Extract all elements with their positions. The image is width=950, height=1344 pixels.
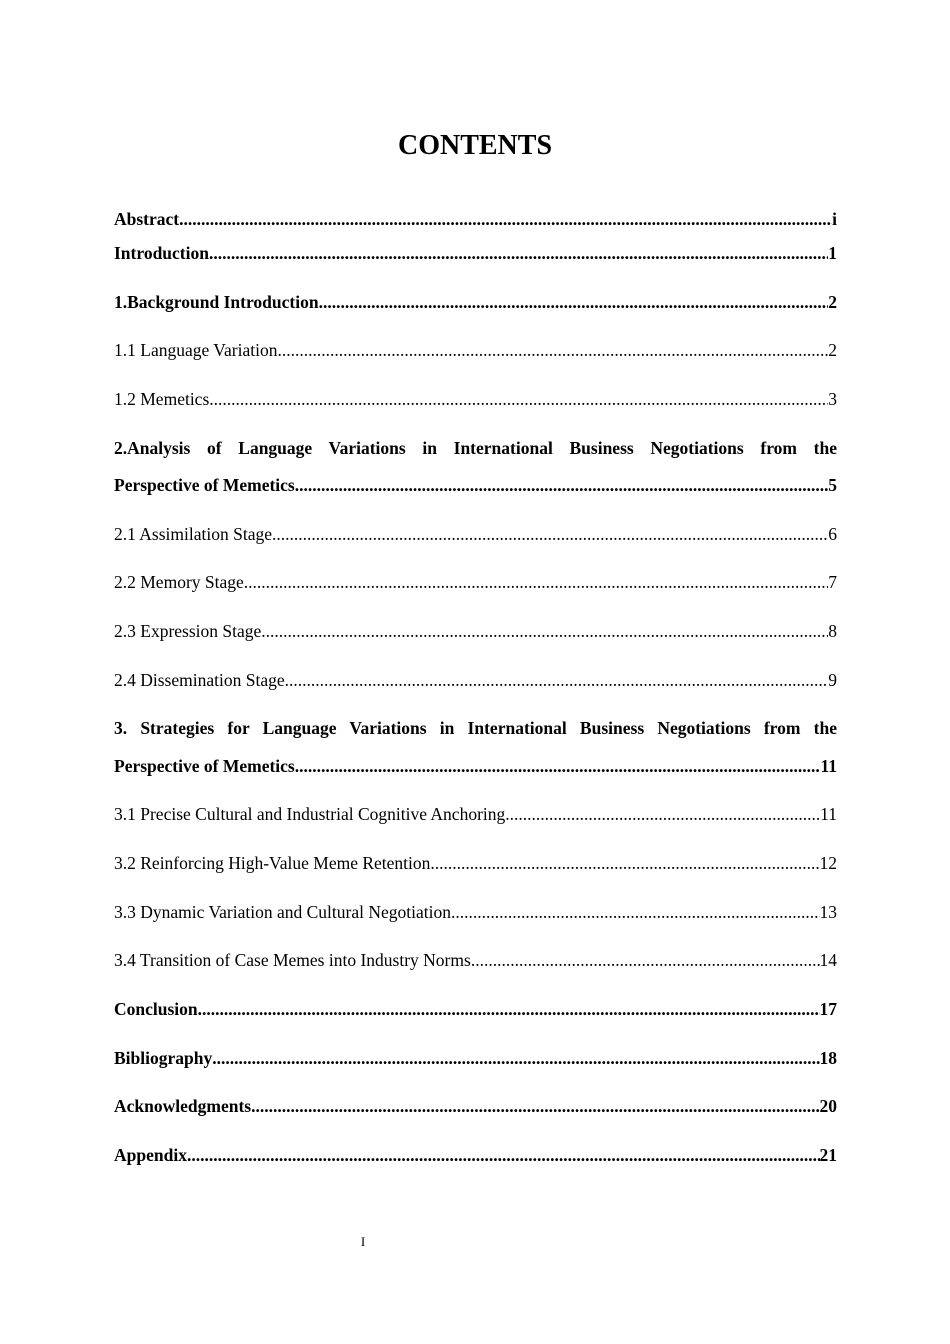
toc-dot-leader <box>319 290 829 314</box>
toc-entry-acknowledgments[interactable] <box>114 1094 837 1118</box>
toc-entry-memetics[interactable] <box>114 387 837 411</box>
toc-dot-leader <box>272 522 828 546</box>
toc-dot-leader <box>209 387 828 411</box>
toc-page-number: 6 <box>828 524 837 544</box>
toc-page-number: 20 <box>819 1096 837 1116</box>
toc-entry-label: 1.2 Memetics <box>114 389 210 409</box>
toc-page-number: 3 <box>828 389 837 409</box>
toc-entry-strategies-line-1[interactable] <box>114 716 837 740</box>
toc-entry-label: Bibliography <box>114 1048 213 1068</box>
toc-entry-introduction[interactable] <box>114 241 837 265</box>
toc-entry-cognitive-anchoring[interactable] <box>114 802 837 826</box>
toc-entry-label: Conclusion <box>114 999 198 1019</box>
toc-entry-label: 3.2 Reinforcing High-Value Meme Retention <box>114 853 431 873</box>
toc-entry-label: Introduction <box>114 243 209 263</box>
toc-entry-abstract[interactable] <box>114 207 837 231</box>
toc-dot-leader <box>179 207 832 231</box>
toc-entry-language-variation[interactable] <box>114 338 837 362</box>
toc-page-number: 21 <box>819 1145 837 1165</box>
toc-page-number: 13 <box>819 902 837 922</box>
toc-page-number: 9 <box>828 670 837 690</box>
toc-entry-memory-stage[interactable] <box>114 570 837 594</box>
toc-dot-leader <box>187 1143 820 1167</box>
toc-page-number: 8 <box>828 621 837 641</box>
footer-page-number: I <box>360 1234 366 1249</box>
toc-dot-leader <box>261 619 828 643</box>
toc-entry-dissemination-stage[interactable] <box>114 668 837 692</box>
toc-entry-label: 3. Strategies for Language Variations in International Business Negotiations from the <box>114 718 837 738</box>
toc-dot-leader <box>295 754 821 778</box>
toc-dot-leader <box>209 241 828 265</box>
toc-page-number: i <box>832 209 837 229</box>
toc-page-number: 11 <box>820 804 837 824</box>
toc-page-number: 17 <box>819 999 837 1019</box>
toc-dot-leader <box>198 997 820 1021</box>
toc-entry-label: 3.3 Dynamic Variation and Cultural Negotiation <box>114 902 451 922</box>
toc-entry-industry-norms[interactable] <box>114 948 837 972</box>
toc-entry-assimilation-stage[interactable] <box>114 522 837 546</box>
toc-page-number: 12 <box>819 853 837 873</box>
toc-dot-leader <box>295 473 829 497</box>
page-title: CONTENTS <box>397 130 553 161</box>
toc-dot-leader <box>212 1046 819 1070</box>
toc-entry-label: 1.Background Introduction <box>114 292 319 312</box>
toc-page-number: 11 <box>820 756 837 776</box>
toc-entry-cultural-negotiation[interactable] <box>114 900 837 924</box>
toc-entry-label: Perspective of Memetics <box>114 756 295 776</box>
toc-page-number: 14 <box>819 950 837 970</box>
toc-entry-label: 3.4 Transition of Case Memes into Industry Norms <box>114 950 471 970</box>
toc-entry-label: 2.2 Memory Stage <box>114 572 244 592</box>
toc-entry-meme-retention[interactable] <box>114 851 837 875</box>
toc-entry-label: 2.4 Dissemination Stage <box>114 670 285 690</box>
toc-entry-label: 2.Analysis of Language Variations in International Business Negotiations from the <box>114 438 837 458</box>
toc-entry-label: 1.1 Language Variation <box>114 340 278 360</box>
toc-page-number: 18 <box>819 1048 837 1068</box>
toc-dot-leader <box>277 338 828 362</box>
toc-entry-background-introduction[interactable] <box>114 290 837 314</box>
toc-entry-bibliography[interactable] <box>114 1046 837 1070</box>
toc-entry-label: Abstract <box>114 209 180 229</box>
toc-dot-leader <box>505 802 820 826</box>
toc-entry-analysis-line-1[interactable] <box>114 436 837 460</box>
toc-dot-leader <box>430 851 819 875</box>
toc-entry-expression-stage[interactable] <box>114 619 837 643</box>
toc-entry-label: 2.1 Assimilation Stage <box>114 524 272 544</box>
toc-entry-label: Perspective of Memetics <box>114 475 295 495</box>
toc-page-number: 2 <box>828 340 837 360</box>
toc-entry-strategies[interactable] <box>114 754 837 778</box>
toc-page-number: 7 <box>828 572 837 592</box>
toc-page-number: 2 <box>828 292 837 312</box>
toc-dot-leader <box>244 570 828 594</box>
toc-dot-leader <box>451 900 820 924</box>
toc-dot-leader <box>251 1094 819 1118</box>
toc-entry-label: Acknowledgments <box>114 1096 252 1116</box>
toc-page-number: 1 <box>828 243 837 263</box>
toc-entry-label: Appendix <box>114 1145 187 1165</box>
toc-page-number: 5 <box>828 475 837 495</box>
toc-dot-leader <box>285 668 829 692</box>
toc-entry-appendix[interactable] <box>114 1143 837 1167</box>
toc-dot-leader <box>471 948 820 972</box>
toc-entry-label: 2.3 Expression Stage <box>114 621 262 641</box>
toc-entry-label: 3.1 Precise Cultural and Industrial Cognitive Anchoring <box>114 804 506 824</box>
toc-entry-analysis[interactable] <box>114 473 837 497</box>
toc-entry-conclusion[interactable] <box>114 997 837 1021</box>
